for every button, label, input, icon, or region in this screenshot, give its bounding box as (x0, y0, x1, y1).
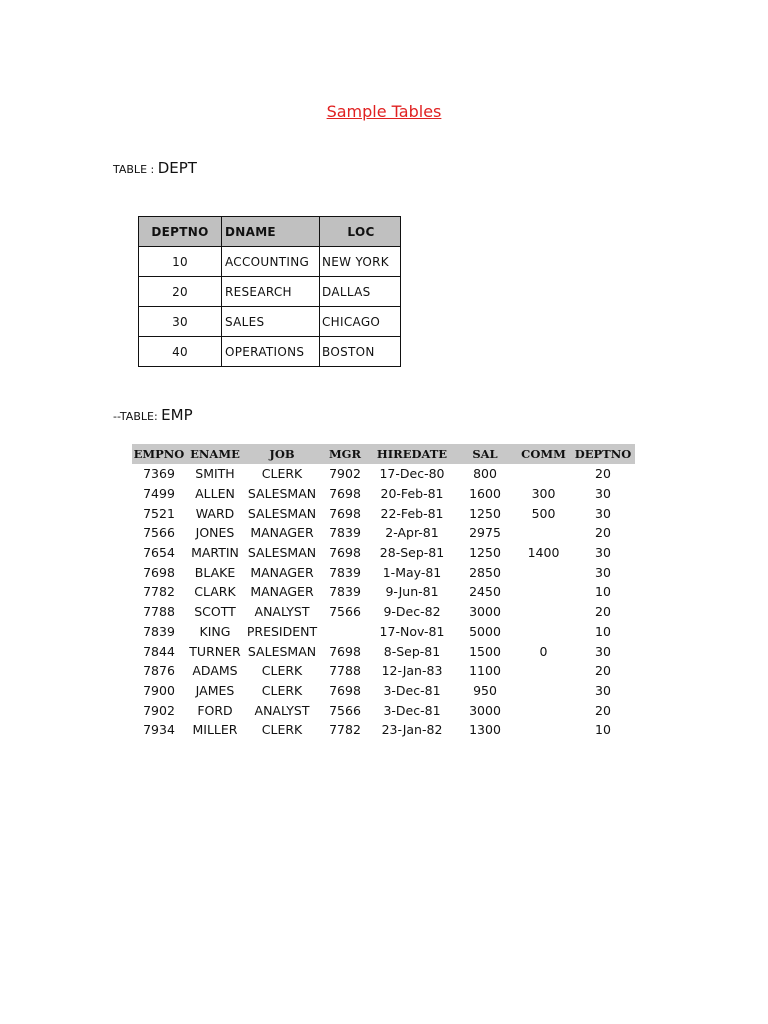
dept-cell: SALES (222, 307, 320, 337)
dept-table (138, 216, 401, 367)
dept-header-cell: DEPTNO (139, 217, 222, 247)
emp-cell: JAMES (195, 682, 235, 698)
emp-cell: 10 (595, 584, 611, 600)
emp-cell (516, 562, 571, 582)
emp-cell: 7698 (329, 486, 361, 502)
emp-header-cell: SAL (454, 444, 516, 464)
emp-cell: 30 (595, 545, 611, 561)
emp-cell: CLERK (261, 682, 303, 698)
emp-cell: 28-Sep-81 (379, 545, 445, 561)
emp-header-cell: EMPNO (132, 444, 186, 464)
emp-cell: 7934 (143, 722, 175, 738)
emp-table-row (132, 484, 635, 504)
emp-cell: 20 (595, 702, 611, 718)
emp-cell: ANALYST (254, 702, 310, 718)
dept-table-row (139, 307, 401, 337)
emp-cell: 7566 (329, 702, 361, 718)
emp-cell: 1250 (469, 545, 501, 561)
emp-cell: 9-Jun-81 (385, 584, 439, 600)
emp-cell (516, 523, 571, 543)
dept-cell: 20 (139, 277, 222, 307)
emp-cell: WARD (195, 505, 235, 521)
emp-cell: CLERK (261, 722, 303, 738)
dept-header-cell: LOC (320, 217, 401, 247)
emp-cell: MANAGER (250, 564, 314, 580)
emp-header-row (132, 444, 635, 464)
emp-cell: 7900 (143, 682, 175, 698)
emp-cell: 12-Jan-83 (381, 663, 443, 679)
emp-cell: 30 (595, 564, 611, 580)
dept-cell: CHICAGO (320, 307, 401, 337)
dept-header-row (139, 217, 401, 247)
emp-cell: 1100 (469, 663, 501, 679)
emp-table-row (132, 503, 635, 523)
emp-cell (516, 700, 571, 720)
emp-cell: CLERK (261, 466, 303, 482)
emp-cell: ADAMS (192, 663, 238, 679)
emp-cell: SCOTT (194, 604, 236, 620)
emp-cell: 7698 (143, 564, 175, 580)
emp-cell: 10 (595, 722, 611, 738)
emp-cell: 800 (473, 466, 497, 482)
emp-header-cell: DEPTNO (571, 444, 635, 464)
emp-cell: SALESMAN (247, 545, 317, 561)
emp-cell: 8-Sep-81 (383, 643, 441, 659)
emp-cell: BLAKE (194, 564, 236, 580)
emp-cell: 7499 (143, 486, 175, 502)
emp-caption-name: EMP (161, 406, 193, 424)
emp-cell: 7654 (143, 545, 175, 561)
emp-cell: 5000 (469, 623, 501, 639)
dept-table-row (139, 277, 401, 307)
emp-cell: 2975 (469, 525, 501, 541)
dept-cell: BOSTON (320, 337, 401, 367)
dept-cell: 30 (139, 307, 222, 337)
emp-cell: TURNER (189, 643, 241, 659)
emp-cell: SALESMAN (247, 486, 317, 502)
emp-cell (516, 464, 571, 484)
emp-cell: KING (199, 623, 231, 639)
emp-cell: 20-Feb-81 (380, 486, 444, 502)
emp-cell: 23-Jan-82 (381, 722, 443, 738)
emp-table-row (132, 720, 635, 740)
dept-cell: OPERATIONS (222, 337, 320, 367)
emp-cell: 30 (595, 505, 611, 521)
emp-table-row (132, 641, 635, 661)
emp-cell: 3-Dec-81 (383, 682, 441, 698)
emp-cell: MANAGER (250, 584, 314, 600)
emp-table-row (132, 464, 635, 484)
emp-cell: 7902 (329, 466, 361, 482)
emp-cell: JONES (195, 525, 235, 541)
emp-cell: 10 (595, 623, 611, 639)
dept-caption-name: DEPT (157, 159, 197, 177)
emp-cell: 7698 (329, 643, 361, 659)
emp-cell: 7782 (143, 584, 175, 600)
dept-cell: 10 (139, 247, 222, 277)
emp-cell: MILLER (192, 722, 238, 738)
dept-caption-prefix: TABLE : (113, 163, 158, 176)
emp-cell: 500 (531, 505, 556, 521)
emp-cell: 30 (595, 682, 611, 698)
emp-cell (516, 602, 571, 622)
emp-cell (516, 720, 571, 740)
emp-cell: 20 (595, 663, 611, 679)
emp-cell (516, 661, 571, 681)
emp-header-cell: ENAME (186, 444, 244, 464)
emp-cell: 30 (595, 486, 611, 502)
emp-cell: 3000 (469, 702, 501, 718)
emp-table-row (132, 562, 635, 582)
emp-table-row (132, 700, 635, 720)
dept-table-row (139, 247, 401, 277)
emp-cell: SALESMAN (247, 643, 317, 659)
emp-table-row (132, 523, 635, 543)
emp-header-cell: JOB (244, 444, 320, 464)
emp-cell: SMITH (195, 466, 235, 482)
dept-table-caption (113, 159, 197, 177)
emp-cell: 3-Dec-81 (383, 702, 441, 718)
emp-table-row (132, 661, 635, 681)
emp-cell: 7839 (329, 564, 361, 580)
dept-cell: NEW YORK (320, 247, 401, 277)
emp-cell: 7782 (329, 722, 361, 738)
emp-caption-prefix: --TABLE: (113, 410, 162, 423)
emp-table-row (132, 582, 635, 602)
emp-table (132, 444, 635, 740)
emp-cell: 950 (473, 682, 497, 698)
emp-cell: 7844 (143, 643, 175, 659)
emp-cell (516, 582, 571, 602)
emp-cell: ALLEN (195, 486, 235, 502)
emp-cell: 30 (595, 643, 611, 659)
emp-cell: 2850 (469, 564, 501, 580)
emp-header-cell: COMM (516, 444, 571, 464)
emp-cell: 7839 (329, 584, 361, 600)
emp-cell: 7698 (329, 682, 361, 698)
emp-cell: 2450 (469, 584, 501, 600)
emp-cell: 7521 (143, 505, 175, 521)
emp-cell: 7902 (143, 702, 175, 718)
emp-cell: 3000 (469, 604, 501, 620)
emp-cell: 9-Dec-82 (383, 604, 441, 620)
emp-cell: CLARK (194, 584, 236, 600)
emp-cell: 20 (595, 466, 611, 482)
emp-cell: 7698 (329, 505, 361, 521)
emp-cell: FORD (197, 702, 233, 718)
emp-cell: CLERK (261, 663, 303, 679)
emp-cell: 7839 (143, 623, 175, 639)
emp-header-cell: HIREDATE (370, 444, 454, 464)
dept-cell: RESEARCH (222, 277, 320, 307)
emp-cell: 7369 (143, 466, 175, 482)
emp-cell: 20 (595, 525, 611, 541)
emp-cell: 7839 (329, 525, 361, 541)
emp-cell: SALESMAN (247, 505, 317, 521)
emp-cell: 17-Nov-81 (379, 623, 445, 639)
page-title: Sample Tables (326, 102, 442, 121)
emp-cell: 7566 (143, 525, 175, 541)
emp-table-row (132, 602, 635, 622)
emp-table-row (132, 543, 635, 563)
emp-cell (516, 622, 571, 642)
dept-header-cell: DNAME (222, 217, 320, 247)
emp-cell: 7698 (329, 545, 361, 561)
emp-header-cell: MGR (320, 444, 370, 464)
emp-cell: ANALYST (254, 604, 310, 620)
emp-cell (320, 622, 370, 642)
emp-cell: 1600 (469, 486, 501, 502)
emp-cell: 300 (531, 486, 556, 502)
emp-cell: 2-Apr-81 (385, 525, 439, 541)
emp-table-row (132, 622, 635, 642)
emp-cell: 7876 (143, 663, 175, 679)
emp-cell (516, 681, 571, 701)
emp-cell: 7788 (143, 604, 175, 620)
dept-table-row (139, 337, 401, 367)
emp-cell: 0 (539, 643, 548, 659)
emp-cell: 20 (595, 604, 611, 620)
emp-cell: 7788 (329, 663, 361, 679)
emp-cell: 22-Feb-81 (380, 505, 444, 521)
emp-cell: 1300 (469, 722, 501, 738)
emp-cell: MARTIN (191, 545, 239, 561)
emp-cell: 1250 (469, 505, 501, 521)
emp-table-row (132, 681, 635, 701)
emp-cell: MANAGER (250, 525, 314, 541)
emp-cell: 17-Dec-80 (379, 466, 445, 482)
emp-cell: 1500 (469, 643, 501, 659)
emp-cell: PRESIDENT (246, 623, 318, 639)
emp-cell: 1-May-81 (382, 564, 442, 580)
emp-cell: 7566 (329, 604, 361, 620)
dept-cell: 40 (139, 337, 222, 367)
emp-table-caption (113, 406, 193, 424)
dept-cell: DALLAS (320, 277, 401, 307)
emp-cell: 1400 (527, 545, 560, 561)
dept-cell: ACCOUNTING (222, 247, 320, 277)
